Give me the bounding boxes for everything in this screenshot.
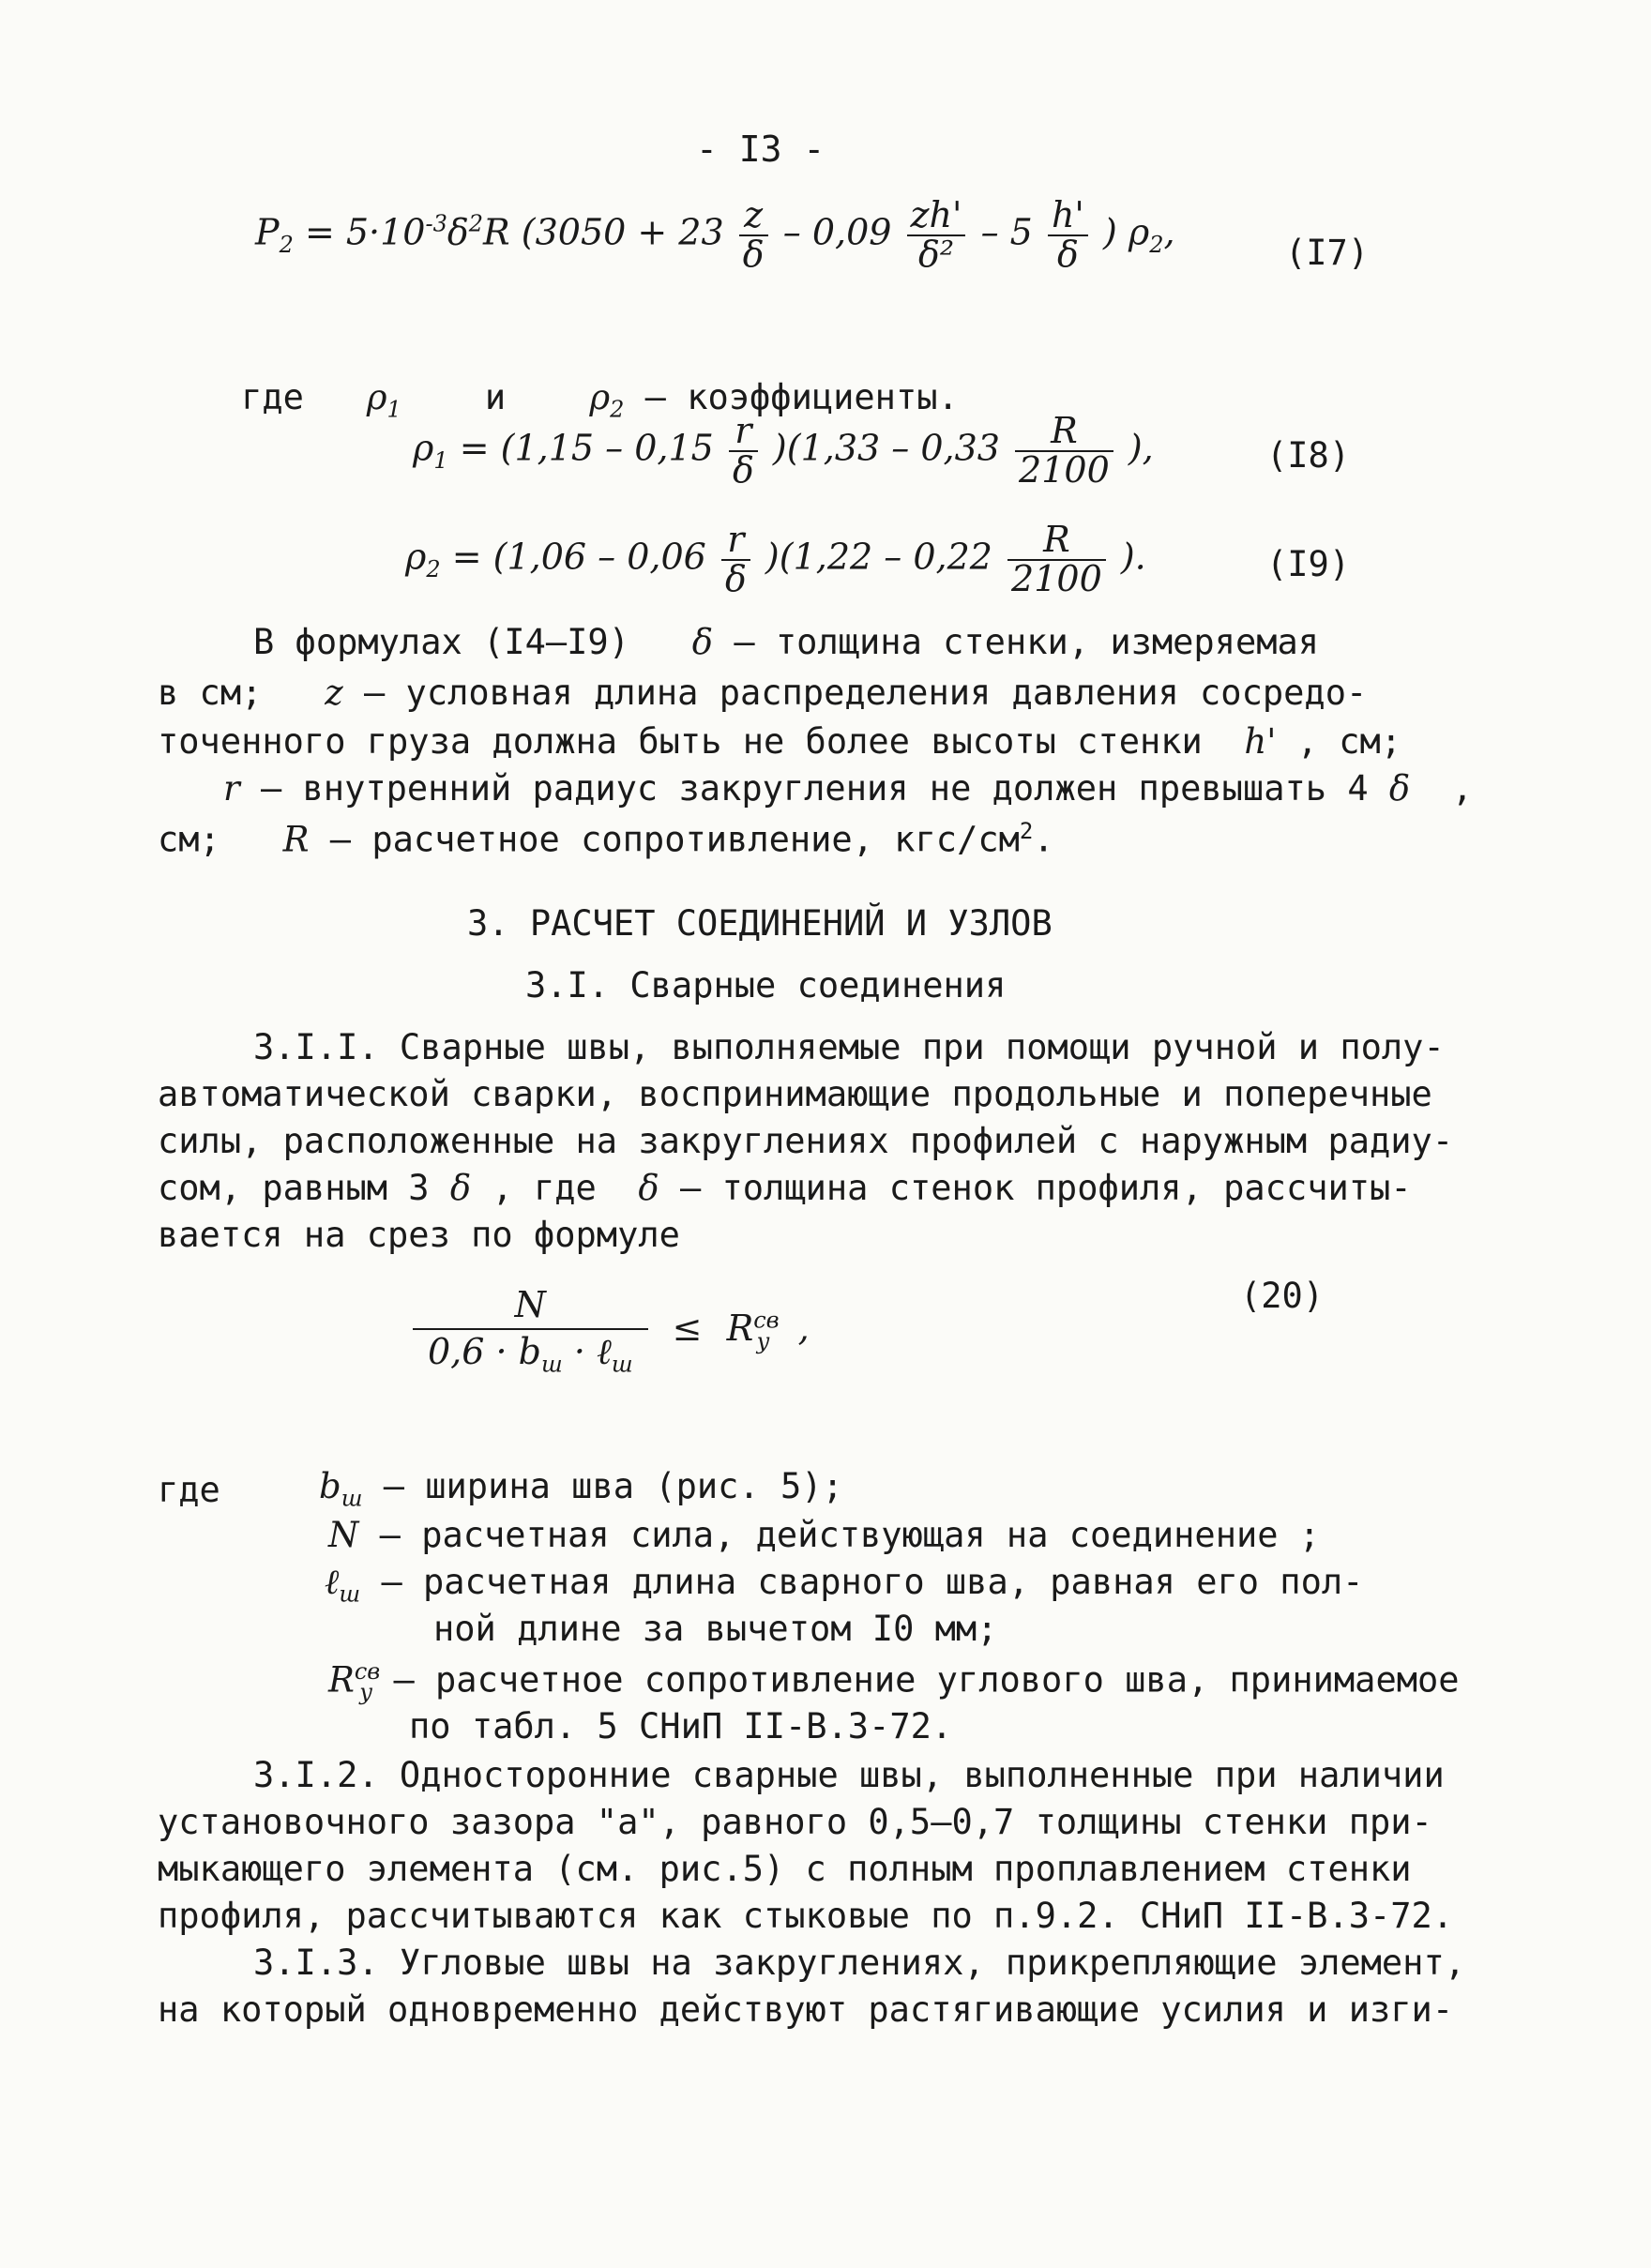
para-312-line2: установочного зазора "а", равного 0,5–0,7 толщины стенки при-	[158, 1802, 1432, 1842]
para-311-line1: 3.I.I. Сварные швы, выполняемые при помощи ручной и полу-	[253, 1027, 1445, 1067]
where-label: где	[158, 1470, 220, 1510]
para-311-line3: силы, расположенные на закруглениях профилей с наружным радиу-	[158, 1121, 1454, 1161]
formula-19: $\rho_2 = (1,06 - 0,06$ $\frac{r}{\delta}$ )(1,22 – 0,22 $\frac{R}{2100}$ ).	[405, 519, 1146, 599]
where-item-n: N – расчетная сила, действующая на соединение ;	[328, 1515, 1321, 1555]
para-312-line1: 3.I.2. Односторонние сварные швы, выполненные при наличии	[253, 1755, 1445, 1795]
para-311-line4: сом, равным 3 δ , где δ – толщина стенок профиля, рассчиты-	[158, 1168, 1412, 1208]
section-heading: 3. РАСЧЕТ СОЕДИНЕНИЙ И УЗЛОВ	[467, 903, 1053, 944]
para-313-line1: 3.I.3. Угловые швы на закруглениях, прикрепляющие элемент,	[253, 1943, 1466, 1983]
para-312-line3: мыкающего элемента (см. рис.5) с полным проплавлением стенки	[158, 1849, 1412, 1889]
formula-17: $P_2 = 5\cdot 10^{-3}\delta^2R$ (3050 + 23 $\frac{z}{\delta}$ – 0,09 $\frac{zh'}{\text{δ²}}$ – 5 $\frac{h'}{\delta}$ ) $\rho_2$,	[255, 194, 1175, 275]
formula-20: $\frac{N}{0,6 \cdot b_ш \cdot \ell_ш}$ ≤ $R^{св}_у$ ,	[413, 1283, 810, 1380]
para-311-line2: автоматической сварки, воспринимающие продольные и поперечные	[158, 1074, 1432, 1114]
para1-line1: В формулах (I4–I9) δ – толщина стенки, измеряемая	[253, 622, 1320, 662]
para-313-line2: на который одновременно действуют растягивающие усилия и изги-	[158, 1989, 1454, 2030]
para1-line3: точенного груза должна быть не более высоты стенки h' , см;	[158, 721, 1402, 762]
para-311-line5: вается на срез по формуле	[158, 1215, 680, 1255]
coefficient-line: где $\rho_1$ и $\rho_2$ – коэффициенты.	[241, 377, 959, 423]
where-item-r-cont: по табл. 5 СНиП II-В.3-72.	[409, 1706, 953, 1746]
where-item-l: ℓ$_ш$ – расчетная длина сварного шва, равная его пол-	[325, 1562, 1364, 1608]
page-number: - I3 -	[696, 129, 826, 170]
formula-18: $\rho_1 = (1,15 - 0,15$ $\frac{r}{\delta}$ )(1,33 – 0,33 $\frac{R}{2100}$ ),	[413, 410, 1154, 491]
where-item-b: $b_ш$ – ширина шва (рис. 5);	[319, 1466, 843, 1512]
formula-18-number: (I8)	[1266, 435, 1351, 476]
formula-20-number: (20)	[1240, 1276, 1325, 1316]
where-item-r: $R^{св}_у$ – расчетное сопротивление углового шва, принимаемое	[328, 1658, 1460, 1705]
para1-line5: см; R – расчетное сопротивление, кгс/$см^2$.	[158, 818, 1054, 860]
where-item-l-cont: ной длине за вычетом I0 мм;	[433, 1609, 998, 1649]
para1-line4: r – внутренний радиус закругления не должен превышать 4 δ ,	[223, 768, 1473, 809]
para1-line2: в см; z – условная длина распределения давления сосредо-	[158, 673, 1368, 713]
formula-17-number: (I7)	[1285, 233, 1370, 273]
formula-19-number: (I9)	[1266, 544, 1351, 584]
para-312-line4: профиля, рассчитываются как стыковые по п.9.2. СНиП II-В.3-72.	[158, 1896, 1454, 1936]
subsection-heading: 3.I. Сварные соединения	[525, 965, 1007, 1005]
